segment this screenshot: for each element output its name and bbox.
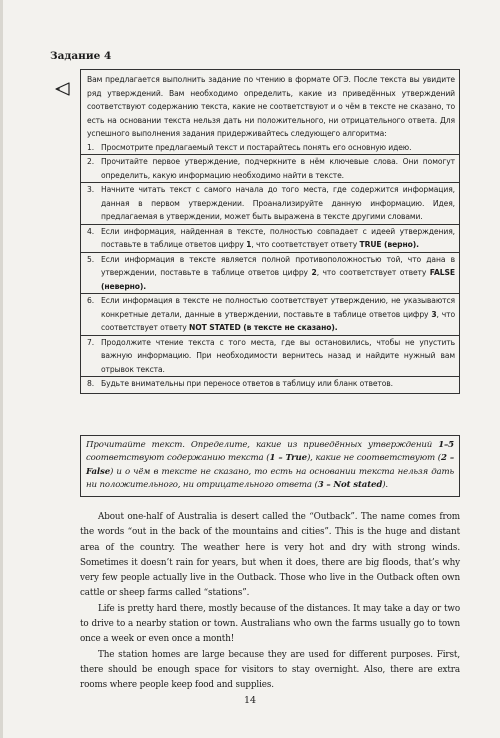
intro-text: Вам предлагается выполнить задание по чтению в формате ОГЭ. После текста вы увидите ряд утверждений. Вам необходимо определить, какие из приведённых утверждений соответствуют содержанию текста, какие не соответствуют и о чём в тексте не сказано, то есть на основании текста нельзя дать ни положительного, ни отрицательного ответа. Для успешного выполнения задания придерживайтесь следующего алгоритма: bbox=[87, 75, 455, 138]
step-number: 7. bbox=[87, 337, 95, 347]
bold-text: 1 – True bbox=[269, 453, 307, 464]
text-run: Прочитайте первое утверждение, подчеркните в нём ключевые слова. Они помогут определить, какую информацию необходимо найти в тексте. bbox=[101, 157, 455, 180]
text-run: Если информация в тексте не полностью соответствует утверждению, не указываются конкретные детали, данные в утверждении, поставьте в таблице ответов цифру bbox=[101, 296, 455, 319]
algorithm-steps bbox=[87, 141, 455, 391]
step-number: 3. bbox=[87, 185, 95, 194]
text-run: Если информация, найденная в тексте, полностью совпадает с идеей утверждения, поставьте в таблице ответов цифру bbox=[101, 226, 455, 249]
text-run: , что соответствует ответу bbox=[316, 268, 430, 277]
step-text bbox=[101, 336, 455, 377]
step-text bbox=[101, 155, 455, 182]
step-number: 4. bbox=[87, 226, 95, 236]
text-run: ). bbox=[382, 480, 389, 491]
bold-text: 3 – Not stated bbox=[317, 480, 383, 491]
algorithm-step-3 bbox=[81, 182, 459, 224]
text-run: , что соответствует ответу bbox=[101, 309, 455, 332]
step-number: 6. bbox=[87, 296, 95, 305]
reading-paragraph-2: Life is pretty hard there, mostly because of the distances. It may take a day or two to drive to a nearby station or town. Australians who own the farms usually go to town once a week or even once a month! bbox=[80, 603, 460, 645]
reading-paragraph-1: About one-half of Australia is desert called the “Outback”. The name comes from the words “out in the back of the mountains and cities”. This is the huge and distant area of the country. The weather here is very hot and dry with strong winds. Sometimes it doesn’t rain for years, but when it does, there are big floods, that’s why very few people actually live in the Outback. Those who live in the Outback often own cattle or sheep farms called “stations”. bbox=[80, 512, 460, 599]
step-number: 8. bbox=[87, 379, 95, 388]
algorithm-step-6 bbox=[81, 293, 459, 335]
bold-text: 1 bbox=[246, 240, 252, 249]
algorithm-step-8 bbox=[81, 376, 459, 391]
text-run: Прочитайте текст. Определите, какие из приведённых утверждений bbox=[86, 440, 439, 450]
bold-text: 2 bbox=[311, 268, 317, 277]
step-text bbox=[101, 294, 455, 335]
task-title: Задание 4 bbox=[50, 50, 112, 62]
algorithm-step-1 bbox=[81, 141, 459, 155]
bold-text: 1–5 bbox=[438, 440, 454, 450]
algorithm-step-5 bbox=[81, 252, 459, 294]
step-number: 1. bbox=[87, 142, 95, 152]
step-text bbox=[101, 141, 455, 155]
instructions-box bbox=[80, 69, 460, 394]
page-number: 14 bbox=[243, 695, 257, 706]
step-number: 5. bbox=[87, 254, 95, 264]
step-text bbox=[101, 183, 455, 224]
bold-text: NOT STATED (в тексте не сказано). bbox=[189, 323, 338, 332]
reading-instruction bbox=[80, 435, 460, 497]
bold-text: TRUE (верно). bbox=[359, 240, 419, 249]
text-run: ), какие не соответствуют ( bbox=[306, 453, 441, 464]
text-run: Продолжите чтение текста с того места, где вы остановились, чтобы не упустить важную информацию. При необходимости вернитесь назад и найдите нужный вам отрывок текста. bbox=[101, 337, 455, 374]
step-text bbox=[101, 377, 455, 391]
text-run: ) и о чём в тексте не сказано, то есть на основании текста нельзя дать ни положительного, ни отрицательного ответа ( bbox=[86, 466, 454, 491]
reading-text bbox=[80, 510, 460, 694]
text-run: , что соответствует ответу bbox=[251, 240, 360, 249]
algorithm-step-4 bbox=[81, 224, 459, 252]
text-run: Будьте внимательны при переносе ответов в таблицу или бланк ответов. bbox=[101, 379, 393, 388]
text-run: Просмотрите предлагаемый текст и постарайтесь понять его основную идею. bbox=[101, 142, 412, 152]
step-text bbox=[101, 225, 455, 252]
bold-text: 3 bbox=[431, 309, 437, 319]
text-run: соответствуют содержанию текста ( bbox=[86, 453, 270, 464]
bold-text: FALSE (неверно). bbox=[101, 268, 455, 291]
text-run: Если информация в тексте является полной противоположностью той, что дана в утверждении, поставьте в таблице ответов цифру bbox=[101, 254, 455, 277]
reading-paragraph-3: The station homes are large because they are used for different purposes. First, there should be enough space for visitors to stay overnight. Also, there are extra rooms where people keep food and supplies. bbox=[80, 649, 460, 691]
algorithm-step-2 bbox=[81, 154, 459, 182]
algorithm-step-7 bbox=[81, 335, 459, 377]
text-run: Начните читать текст с самого начала до того места, где содержится информация, данная в первом утверждении. Проанализируйте данную информацию. Идея, предлагаемая в утверждении, может быть выражена в тексте другими словами. bbox=[101, 185, 455, 221]
pencil-icon bbox=[54, 80, 72, 98]
step-text bbox=[101, 253, 455, 294]
bold-text: 2 – False bbox=[86, 453, 454, 477]
step-number: 2. bbox=[87, 157, 95, 166]
